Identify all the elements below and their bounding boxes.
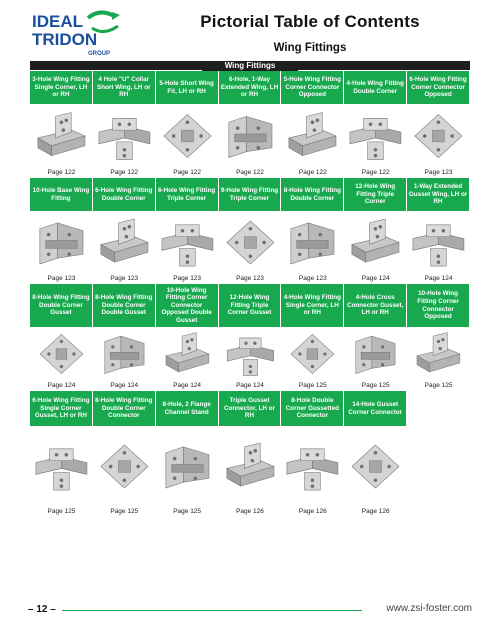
product-label: 12-Hole Wing Fitting Triple Corner Gusset (219, 284, 282, 327)
product-row (30, 391, 470, 517)
product-card[interactable] (281, 391, 344, 517)
product-label: 8-Hole, 2 Flange Channel Stand (156, 391, 219, 426)
footer-divider (62, 610, 362, 611)
product-card[interactable] (281, 71, 344, 178)
product-row (30, 284, 470, 391)
gusset-photo (283, 428, 342, 505)
extended-wing-fitting-photo (221, 106, 280, 166)
product-label: 8-Hole Wing Fitting Double Corner Double Gusset (93, 284, 156, 327)
product-page-ref[interactable]: Page 122 (236, 169, 264, 176)
product-card[interactable] (156, 178, 219, 284)
product-label: Triple Gusset Connector, LH or RH (219, 391, 282, 426)
product-label: 10-Hole Wing Fitting Corner Connector Opposed Double Gusset (156, 284, 219, 327)
product-card[interactable] (281, 178, 344, 284)
product-label: 10-Hole Base Wing Fitting (30, 178, 93, 211)
product-page-ref[interactable]: Page 124 (236, 382, 264, 389)
double-corner-photo (95, 428, 154, 505)
triple-corner-photo (221, 213, 280, 272)
product-card[interactable] (156, 71, 219, 178)
gusset-photo (221, 329, 280, 379)
product-page-ref[interactable]: Page 123 (173, 275, 202, 282)
product-card[interactable] (156, 284, 219, 391)
product-page-ref[interactable]: Page 125 (361, 382, 390, 389)
gusset-photo (32, 329, 91, 379)
channel-stand-photo (158, 428, 217, 505)
product-label: 6-Hole Wing Fitting Single Corner Gusset, LH or RH (30, 391, 93, 426)
product-label: 14-Hole Gusset Corner Connector (344, 391, 407, 426)
product-label: 3-Hole Wing Fitting Single Corner, LH or RH (30, 71, 93, 104)
product-label: 4 Hole "U" Collar Short Wing, LH or RH (93, 71, 156, 104)
product-card[interactable] (93, 71, 156, 178)
product-card[interactable] (30, 178, 93, 284)
product-label: 6-Hole Wing Fitting Double Corner (93, 178, 156, 211)
product-label: 4-Hole Wing Fitting Single Corner, LH or RH (281, 284, 344, 327)
product-card[interactable] (407, 178, 470, 284)
double-corner-photo (95, 213, 154, 272)
product-page-ref[interactable]: Page 125 (424, 382, 453, 389)
logo-line2: TRIDON (32, 30, 98, 49)
product-label: 1-Way Extended Gusset Wing, LH or RH (407, 178, 470, 211)
base-wing-fitting-photo (32, 213, 91, 272)
footer-url[interactable]: www.zsi-foster.com (386, 603, 472, 614)
triple-corner-photo (346, 213, 405, 272)
product-page-ref[interactable]: Page 123 (236, 275, 264, 282)
corner-connector-photo (283, 106, 342, 166)
gusset-photo (346, 428, 405, 505)
product-label: 4-Hole Cross Connector Gusset, LH or RH (344, 284, 407, 327)
product-label: 9-Hole Wing Fitting Triple Corner (219, 178, 282, 211)
product-page-ref[interactable]: Page 122 (173, 169, 202, 176)
cross-connector-photo (346, 329, 405, 379)
product-label: 8-Hole Double Corner Gussetted Connector (281, 391, 344, 426)
product-page-ref[interactable]: Page 125 (298, 382, 327, 389)
logo-line1: IDEAL (32, 12, 83, 31)
corner-fitting-photo (283, 329, 342, 379)
gusset-wing-photo (409, 213, 468, 272)
footer-page-number: – 12 – (28, 604, 56, 615)
product-label: 6-Hole, 1-Way Extended Wing, LH or RH (219, 71, 282, 104)
corner-fitting-photo (32, 106, 91, 166)
product-card[interactable] (156, 391, 219, 517)
section-band-label: Wing Fittings (202, 61, 298, 71)
product-label: 6-Hole Wing Fitting Triple Corner (156, 178, 219, 211)
product-page-ref[interactable]: Page 126 (298, 508, 327, 515)
product-page-ref[interactable]: Page 125 (47, 508, 76, 515)
product-page-ref[interactable]: Page 124 (110, 382, 139, 389)
product-label: 8-Hole Wing Fitting Double Corner (281, 178, 344, 211)
product-card[interactable] (219, 391, 282, 517)
product-page-ref[interactable]: Page 122 (361, 169, 390, 176)
product-card[interactable] (281, 284, 344, 391)
product-page-ref[interactable]: Page 124 (173, 382, 202, 389)
corner-connector-photo (409, 329, 468, 379)
product-card[interactable] (219, 178, 282, 284)
product-card[interactable] (219, 284, 282, 391)
product-page-ref[interactable]: Page 123 (47, 275, 76, 282)
product-card[interactable] (407, 71, 470, 178)
product-page-ref[interactable]: Page 122 (298, 169, 327, 176)
gusset-photo (221, 428, 280, 505)
page-title: Pictorial Table of Contents (200, 12, 420, 31)
product-row (30, 178, 470, 284)
product-label: 10-Hole Wing Fitting Corner Connector Opposed (407, 284, 470, 327)
gusset-photo (95, 329, 154, 379)
product-label: 6-Hole Wing Fitting Corner Connector Opposed (407, 71, 470, 104)
product-label: 4-Hole Wing Fitting Double Corner (344, 71, 407, 104)
product-label: 12-Hole Wing Fitting Triple Corner (344, 178, 407, 211)
gusset-photo (158, 329, 217, 379)
short-wing-fitting-photo (158, 106, 217, 166)
product-card[interactable] (30, 391, 93, 517)
product-card[interactable] (93, 178, 156, 284)
product-card[interactable] (344, 178, 407, 284)
corner-connector-photo (409, 106, 468, 166)
triple-corner-photo (158, 213, 217, 272)
double-corner-photo (346, 106, 405, 166)
product-card[interactable] (344, 284, 407, 391)
product-card[interactable] (30, 71, 93, 178)
product-page-ref[interactable]: Page 126 (361, 508, 390, 515)
product-card[interactable] (219, 71, 282, 178)
product-card[interactable] (344, 391, 407, 517)
page-subtitle: Wing Fittings (273, 42, 347, 54)
product-page-ref[interactable]: Page 124 (424, 275, 453, 282)
product-page-ref[interactable]: Page 125 (173, 508, 202, 515)
product-label: 8-Hole Wing Fitting Double Corner Gusset (30, 284, 93, 327)
product-page-ref[interactable]: Page 124 (47, 382, 76, 389)
product-page-ref[interactable]: Page 123 (298, 275, 327, 282)
product-card[interactable] (93, 391, 156, 517)
product-page-ref[interactable]: Page 125 (110, 508, 139, 515)
u-collar-fitting-photo (95, 106, 154, 166)
product-card[interactable] (30, 284, 93, 391)
product-page-ref[interactable]: Page 123 (110, 275, 139, 282)
product-label: 5-Hole Short Wing Fit, LH or RH (156, 71, 219, 104)
product-card[interactable] (407, 284, 470, 391)
gusset-photo (32, 428, 91, 505)
product-card[interactable] (344, 71, 407, 178)
product-page-ref[interactable]: Page 126 (236, 508, 264, 515)
ideal-tridon-logo (30, 10, 140, 58)
product-label: 8-Hole Wing Fitting Double Corner Connector (93, 391, 156, 426)
product-row (30, 71, 470, 178)
product-label: 5-Hole Wing Fitting Corner Connector Opposed (281, 71, 344, 104)
product-page-ref[interactable]: Page 122 (110, 169, 139, 176)
product-page-ref[interactable]: Page 124 (361, 275, 390, 282)
product-card[interactable] (93, 284, 156, 391)
product-page-ref[interactable]: Page 123 (424, 169, 453, 176)
product-page-ref[interactable]: Page 122 (47, 169, 76, 176)
logo-line3: GROUP (88, 51, 111, 57)
double-corner-photo (283, 213, 342, 272)
